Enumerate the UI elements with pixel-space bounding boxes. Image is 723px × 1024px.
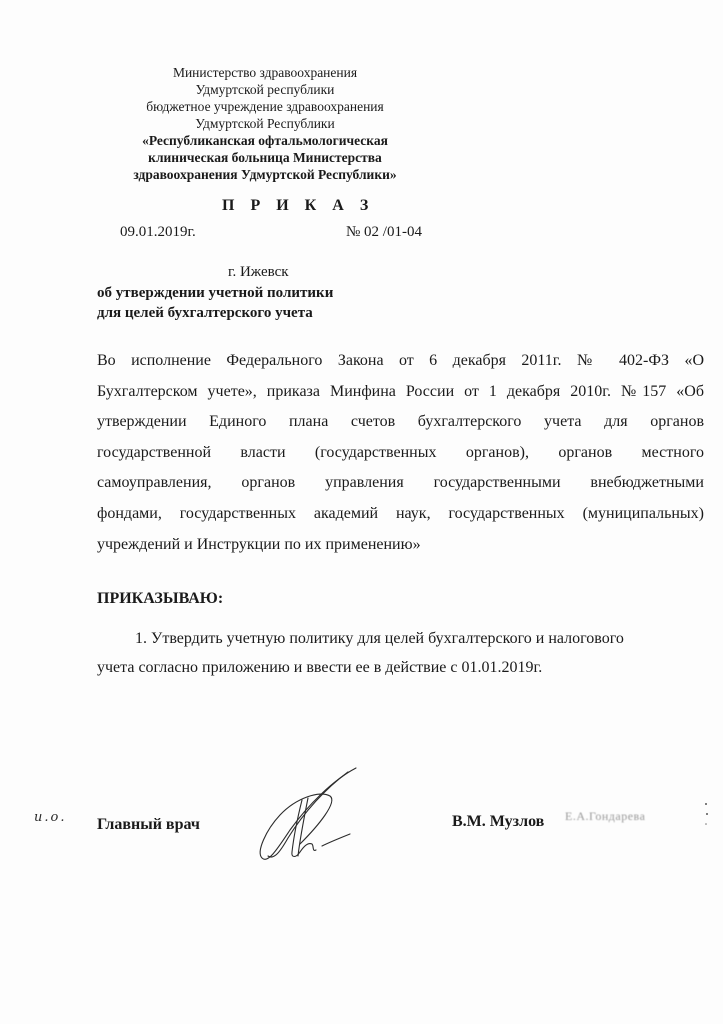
order-item-1 (97, 624, 704, 682)
org-name-line: здравоохранения Удмуртской Республики» (133, 167, 397, 182)
order-title: П Р И К А З (222, 197, 375, 214)
item-line: учета согласно приложению и ввести ее в действие с 01.01.2019г. (97, 659, 543, 676)
org-line: Министерство здравоохранения (172, 65, 358, 80)
item-line: 1. Утвердить учетную политику для целей бухгалтерского и налогового (135, 630, 624, 647)
order-subject (97, 283, 333, 323)
order-city: г. Ижевск (228, 264, 289, 280)
handwritten-acting-note: и.о. (34, 810, 67, 825)
org-line: Удмуртской Республики (195, 116, 335, 131)
preamble-line: утверждении Единого плана счетов бухгалтерского учета для органов (97, 413, 704, 431)
org-line: Удмуртской республики (195, 82, 335, 97)
margin-marks (700, 800, 712, 830)
order-number: № 02 /01-04 (346, 224, 422, 240)
org-name-line: клиническая больница Министерства (148, 150, 382, 165)
preamble-line: учреждений и Инструкции по их применению» (97, 535, 421, 553)
preamble-line: Бухгалтерском учете», приказа Минфина России от 1 декабря 2010г. №157 «Об (97, 382, 704, 400)
preamble-line: фондами, государственных академий наук, государственных (муниципальных) (97, 504, 704, 522)
handwritten-signature (238, 760, 388, 870)
org-line: бюджетное учреждение здравоохранения (146, 99, 384, 114)
order-date: 09.01.2019г. (120, 224, 196, 240)
signer-name: В.М. Музлов (452, 813, 545, 830)
preamble-line: Во исполнение Федерального Закона от 6 декабря 2011г. № 402-ФЗ «О (97, 352, 704, 369)
organization-header (115, 64, 415, 183)
signer-position: Главный врач (97, 816, 200, 833)
preamble-paragraph (97, 346, 704, 560)
org-name-line: «Республиканская офтальмологическая (142, 133, 388, 148)
order-directive-heading: ПРИКАЗЫВАЮ: (97, 590, 224, 607)
preamble-line: государственной власти (государственных органов), органов местного (97, 443, 704, 461)
faint-stamp-text: Е.А.Гондарева (565, 809, 646, 823)
subject-line: для целей бухгалтерского учета (97, 305, 313, 321)
preamble-line: самоуправления, органов управления государственными внебюджетными (97, 474, 704, 492)
subject-line: об утверждении учетной политики (97, 285, 334, 301)
